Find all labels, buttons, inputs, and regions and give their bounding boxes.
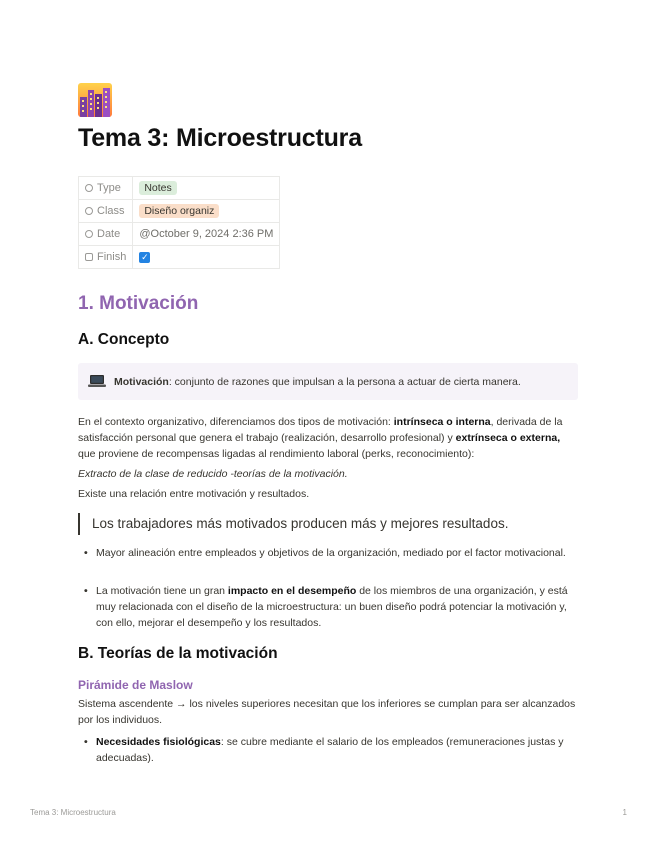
class-tag[interactable]: Diseño organiz [139, 204, 219, 218]
footer-page-number: 1 [622, 808, 627, 817]
properties-table [78, 176, 280, 269]
heading-concepto: A. Concepto [78, 331, 170, 348]
callout-text: Motivación: conjunto de razones que impulsan a la persona a actuar de cierta manera. [114, 375, 521, 388]
heading-motivacion: 1. Motivación [78, 293, 199, 314]
paragraph-tipos-motivacion: En el contexto organizativo, diferenciamos dos tipos de motivación: intrínseca o interna, derivada de la satisfacción personal que genera el trabajo (realización, desarrollo profesional) y extrínseca o externa, que proviene de recompensas ligadas al rendimiento laboral (perks, reconocimiento): [78, 416, 563, 460]
property-row-type [79, 177, 280, 200]
quote-block: Los trabajadores más motivados producen más y mejores resultados. [78, 513, 578, 535]
paragraph-maslow: Sistema ascendente → los niveles superiores necesitan que los inferiores se cumplan para ser alcanzados por los individuos. [78, 698, 576, 726]
property-key-class: Class [79, 200, 133, 223]
paragraph-relacion: Existe una relación entre motivación y resultados. [78, 488, 310, 500]
city-buildings-icon [78, 83, 112, 117]
paragraph-extracto: Extracto de la clase de reducido -teorías de la motivación. [78, 468, 348, 480]
property-key-finish: Finish [79, 246, 133, 269]
footer-title: Tema 3: Microestructura [30, 808, 116, 817]
property-row-finish [79, 246, 280, 269]
checkbox-property-icon [85, 253, 93, 261]
property-row-class [79, 200, 280, 223]
property-key-type: Type [79, 177, 133, 200]
property-key-date: Date [79, 223, 133, 246]
list-item: • Necesidades fisiológicas: se cubre mediante el salario de los empleados (remuneraciones justas y adecuadas). [84, 734, 578, 766]
laptop-icon [88, 375, 106, 388]
property-row-date [79, 223, 280, 246]
finish-checkbox[interactable]: ✓ [141, 251, 149, 262]
list-item: • Mayor alineación entre empleados y objetivos de la organización, mediado por el factor motivacional. [84, 545, 578, 561]
date-value[interactable]: @October 9, 2024 2:36 PM [133, 223, 280, 246]
definition-callout [78, 363, 578, 400]
clock-icon [85, 230, 93, 238]
select-property-icon [85, 207, 93, 215]
heading-maslow: Pirámide de Maslow [78, 678, 193, 692]
heading-teorias: B. Teorías de la motivación [78, 645, 278, 662]
type-tag[interactable]: Notes [139, 181, 176, 195]
page-title: Tema 3: Microestructura [78, 124, 362, 152]
list-item: • La motivación tiene un gran impacto en el desempeño de los miembros de una organización, y está muy relacionada con el diseño de la microestructura: un buen diseño podrá potenciar la motivación y, con ello, mejorar el desempeño y los resultados. [84, 583, 578, 631]
select-property-icon [85, 184, 93, 192]
